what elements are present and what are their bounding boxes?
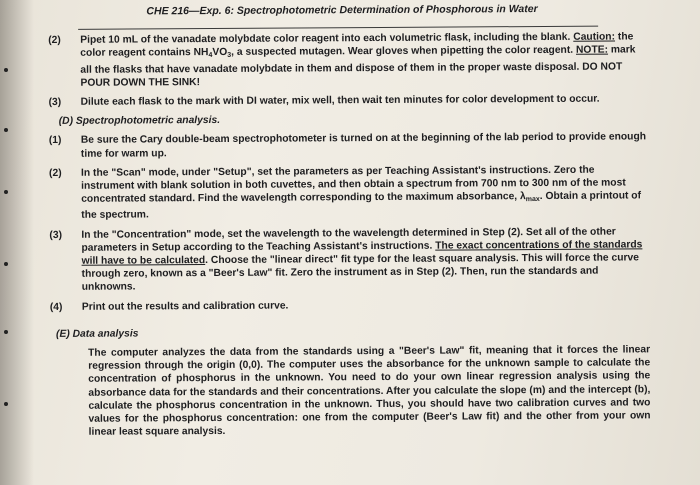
step-text: Pipet 10 mL of the vanadate molybdate color reagent into each volumetric flask, including the blank. Caution: the color reagent contains $NH_4VO_3$, a suspected mutagen. Wear gloves when pipetting the color reagent. NOTE: mark all the flasks that have vanadate molybdate in them and dispose of them in the proper waste disposal. DO NOT POUR DOWN THE SINK! — [80, 31, 636, 89]
step-d1 — [49, 131, 649, 161]
step-number: (3) — [49, 229, 63, 241]
step-text: Dilute each flask to the mark with DI water, mix well, then wait ten minutes for color development to occur. — [80, 93, 600, 108]
step-number: (2) — [48, 35, 61, 47]
step-number: (3) — [48, 96, 62, 109]
step-number: (1) — [48, 135, 62, 147]
page-header: CHE 216—Exp. 6: Spectrophotometric Determination of Phosphorous in Water — [146, 3, 538, 18]
step-text: Print out the results and calibration curve. — [81, 300, 289, 313]
page-edge-shadow — [0, 0, 34, 485]
section-e-text: The computer analyzes the data from the standards using a "Beer's Law" fit, meaning that it forces the linear regression through the origin (0,0). The computer uses the absorbance for the unknown sample to calculate the concentration of phosphorus in the unknown. You need to do your own linear regression analysis using the absorbance data for the standards and their concentrations. After you calculate the slope (m) and the intercept (b), calculate the phosphorus concentration in the unknown. Thus, you should have two calibration curves and two values for the phosphorus concentration: one from the computer (Beer's Law fit) and the other from your own linear least square analysis. — [88, 344, 651, 439]
underlined-text: The exact concentrations of the standards will have to be calculated — [81, 239, 643, 267]
header-rule — [78, 26, 598, 30]
step-d2 — [49, 163, 649, 222]
step-c3 — [49, 92, 649, 109]
step-text: In the "Concentration" mode, set the wavelength to the wavelength determined in Step (2). Set all of the other parameters in Setup according to the Teaching Assistant's instructions. The exact concentrations of the standards will have to be calculated. Choose the "linear direct" fit type for the least square analysis. This will force the curve through zero, known as a "Beer's Law" fit. Zero the instrument as in Step (2). Then, run the standards and unknowns. — [81, 226, 643, 294]
section-e-title: (E) Data analysis — [55, 328, 139, 340]
step-c2 — [48, 31, 648, 90]
step-text: In the "Scan" mode, under "Setup", set the parameters as per Teaching Assistant's instructions. Zero the instrument with blank solution in both cuvettes, and then obtain a spectrum from 700 nm to 300 nm of the most concentrated standard. Find the wavelength corresponding to the maximum absorbance, $\lambda_{max}$. Obtain a printout of the spectrum. — [80, 164, 642, 222]
step-text: Be sure the Cary double-beam spectrophotometer is turned on at the beginning of the lab period to provide enough time for warm up. — [80, 131, 647, 160]
document-content — [48, 2, 651, 439]
step-d3 — [49, 225, 649, 295]
step-d4 — [50, 297, 650, 314]
caution-label: Caution: — [573, 31, 616, 43]
note-label: NOTE: — [575, 44, 609, 57]
section-d-title: (D) Spectrophotometric analysis. — [58, 115, 221, 128]
step-number: (4) — [49, 301, 63, 313]
step-number: (2) — [48, 167, 62, 179]
